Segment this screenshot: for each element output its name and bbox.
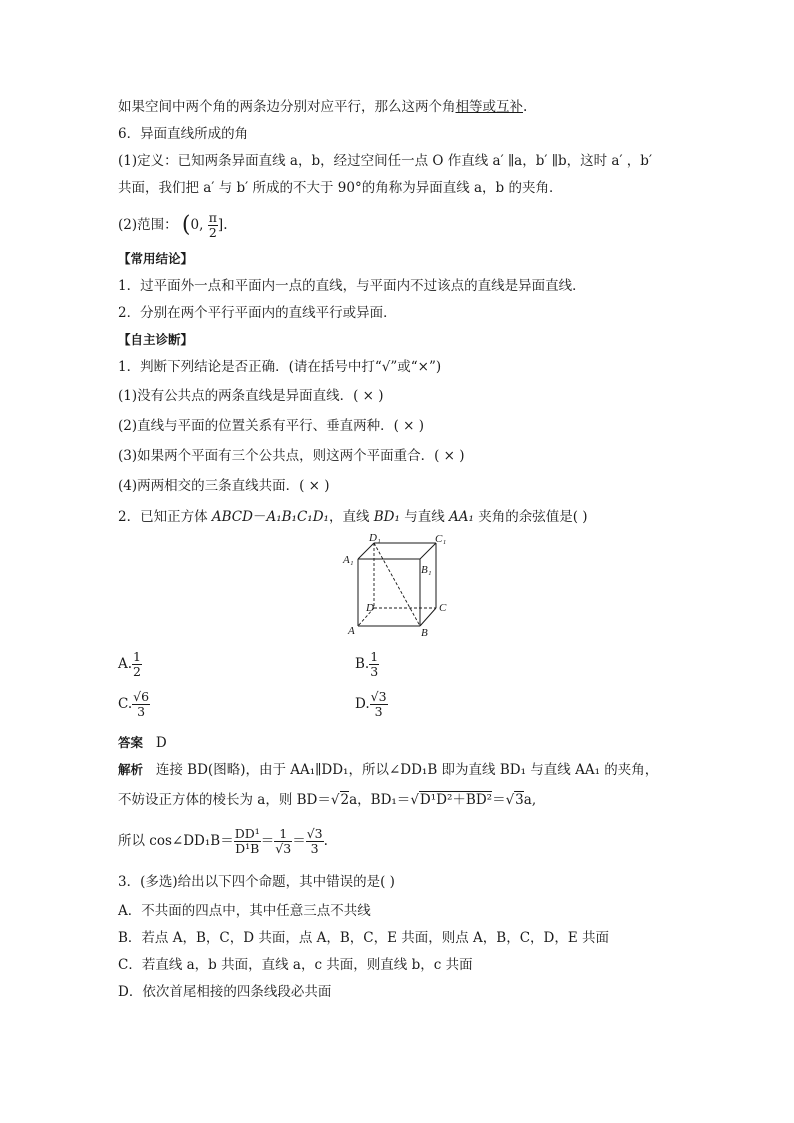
text-line: 如果空间中两个角的两条边分别对应平行，那么这两个角相等或互补. xyxy=(118,99,528,115)
common-conclusion-1: 1．过平面外一点和平面内一点的直线，与平面内不过该点的直线是异面直线． xyxy=(118,278,586,294)
question-3: 3．(多选)给出以下四个命题，其中错误的是( ) xyxy=(118,874,395,890)
question-1-item: (4)两两相交的三条直线共面．( × ) xyxy=(118,478,330,494)
question-1-item: (2)直线与平面的位置关系有平行、垂直两种．( × ) xyxy=(118,418,425,434)
question-3-option: C．若直线 a，b 共面，直线 a，c 共面，则直线 b，c 共面 xyxy=(118,957,473,973)
question-3-option: A．不共面的四点中，其中任意三点不共线 xyxy=(118,903,371,919)
cube-label: B₁ xyxy=(421,564,432,576)
question-2: 2．已知正方体 ABCD－A₁B₁C₁D₁，直线 BD₁ 与直线 AA₁ 夹角的余弦值是( ) xyxy=(118,509,588,525)
analysis-line-1: 解析 连接 BD(图略)，由于 AA₁∥DD₁，所以∠DD₁B 即为直线 BD₁ 与直线 AA₁ 的夹角， xyxy=(118,762,659,778)
common-conclusions-title: 【常用结论】 xyxy=(118,251,194,266)
cube-label: A₁ xyxy=(343,554,354,566)
choice-d: D. $\frac{√3}{3}$ xyxy=(355,689,387,719)
range-line: (2)范围： (0, $\frac{\pi}{2}$ ]. xyxy=(118,210,228,240)
analysis-line-3: 所以 cos∠DD₁B＝ $\frac{\text{DD¹}}{\text{D¹B}}$ ＝ $\frac{1}{√3}$ ＝ $\frac{√3}{3}$ . xyxy=(118,826,328,856)
cube-label: C xyxy=(439,602,447,614)
pi-over-2: $\frac{\pi}{2}$ xyxy=(208,210,217,240)
question-3-option: B．若点 A，B，C，D 共面，点 A，B，C，E 共面，则点 A，B，C，D，E 共面 xyxy=(118,930,610,946)
choice-a: A. $\frac{1}{2}$ xyxy=(118,649,141,679)
common-conclusion-2: 2．分别在两个平行平面内的直线平行或异面． xyxy=(118,305,397,321)
question-1-item: (3)如果两个平面有三个公共点，则这两个平面重合．( × ) xyxy=(118,448,465,464)
cube-label: C₁ xyxy=(435,533,447,545)
question-1: 1．判断下列结论是否正确．(请在括号中打“√”或“×”) xyxy=(118,359,442,375)
cube-label: B xyxy=(421,627,428,639)
question-3-option: D．依次首尾相接的四条线段必共面 xyxy=(118,984,332,1000)
section-6-title: 6．异面直线所成的角 xyxy=(118,126,249,142)
self-diagnosis-title: 【自主诊断】 xyxy=(118,332,194,347)
cube-label: D₁ xyxy=(369,533,381,544)
question-1-item: (1)没有公共点的两条直线是异面直线．( × ) xyxy=(118,388,384,404)
answer-line: 答案 D xyxy=(118,735,167,751)
cube-label: A xyxy=(348,625,355,637)
definition-line-1: (1)定义：已知两条异面直线 a，b，经过空间任一点 O 作直线 a′ ∥a，b′ ∥b，这时 a′ ，b′ xyxy=(118,153,653,169)
choice-b: B. $\frac{1}{3}$ xyxy=(355,649,379,679)
underlined-answer: 相等或互补 xyxy=(455,99,523,115)
choice-c: C. $\frac{√6}{3}$ xyxy=(118,689,150,719)
cube-label: D xyxy=(366,602,374,614)
cube-figure xyxy=(338,533,458,643)
analysis-line-2: 不妨设正方体的棱长为 a，则 BD＝√2a，BD₁＝√D¹D²＋BD²＝√3a, xyxy=(118,792,537,808)
definition-line-2: 共面，我们把 a′ 与 b′ 所成的不大于 90°的角称为异面直线 a，b 的夹角． xyxy=(118,180,563,196)
